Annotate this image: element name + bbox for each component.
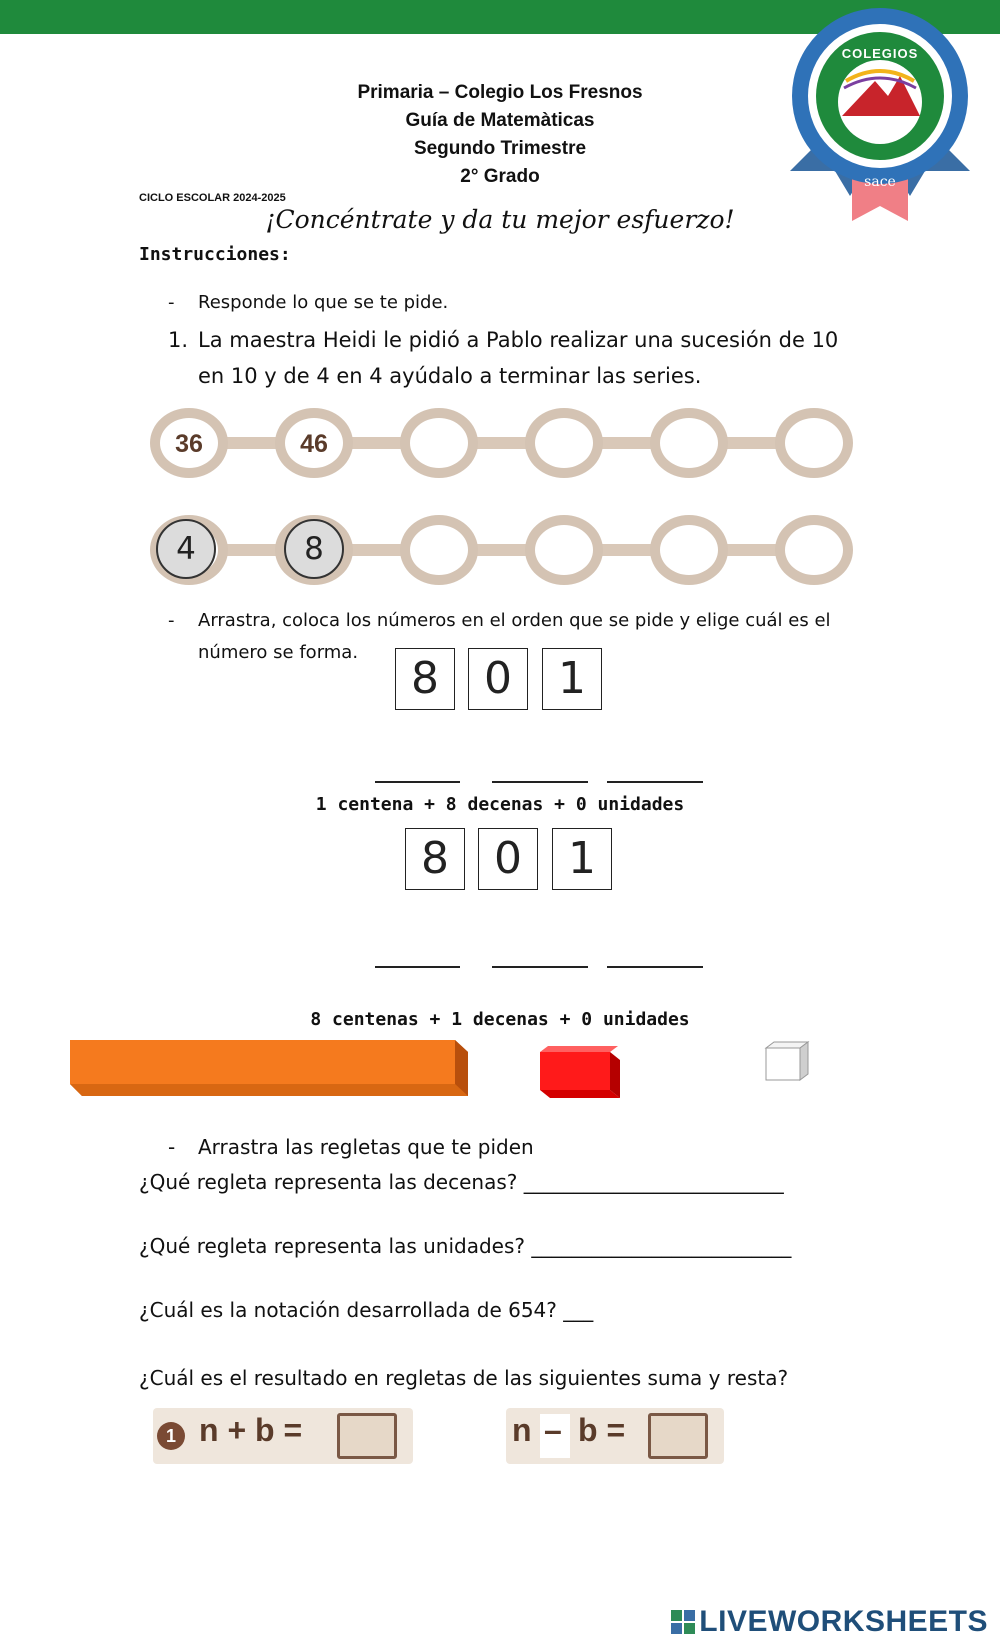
question-sum-sub: ¿Cuál es el resultado en regletas de las siguientes suma y resta? bbox=[139, 1366, 789, 1390]
question-notation[interactable]: ¿Cuál es la notación desarrollada de 654? ___ bbox=[139, 1298, 594, 1322]
sum-expression: n + b = bbox=[199, 1412, 303, 1448]
bullet-drag-order-text: Arrastra, coloca los números en el orden que se pide y elige cuál es el bbox=[198, 610, 831, 631]
series-4-value bbox=[156, 519, 216, 579]
series-10-answer-slot[interactable] bbox=[650, 408, 728, 478]
bullet-respond bbox=[168, 292, 868, 313]
bead-label: 4 bbox=[176, 531, 196, 567]
liveworksheets-icon bbox=[671, 1608, 695, 1632]
exercise-number-badge: 1 bbox=[157, 1422, 185, 1450]
bullet-drag-bars-text: Arrastra las regletas que te piden bbox=[198, 1135, 534, 1159]
bullet-dash: - bbox=[168, 610, 175, 631]
sum-answer-box[interactable] bbox=[337, 1413, 397, 1459]
tens-block[interactable] bbox=[540, 1046, 622, 1098]
question-1-number: 1. bbox=[168, 328, 189, 352]
header-term: Segundo Trimestre bbox=[413, 138, 587, 159]
series-10-answer-slot[interactable] bbox=[400, 408, 478, 478]
answer-blank[interactable] bbox=[375, 781, 460, 783]
series-rail bbox=[170, 437, 836, 449]
answer-blank[interactable] bbox=[492, 781, 588, 783]
answer-blank[interactable] bbox=[607, 966, 703, 968]
series-by-10 bbox=[150, 408, 856, 478]
header-grade: 2° Grado bbox=[460, 166, 540, 187]
school-cycle: CICLO ESCOLAR 2024-2025 bbox=[139, 192, 286, 204]
draggable-digit[interactable]: 1 bbox=[552, 828, 612, 890]
units-cube[interactable] bbox=[764, 1040, 812, 1084]
question-tens[interactable]: ¿Qué regleta representa las decenas? __________________________ bbox=[139, 1170, 784, 1194]
sub-b-expression: b = bbox=[578, 1412, 626, 1448]
draggable-digit[interactable]: 0 bbox=[478, 828, 538, 890]
question-1-line1: La maestra Heidi le pidió a Pablo realizar una sucesión de 10 bbox=[198, 328, 839, 352]
instructions-label: Instrucciones: bbox=[139, 244, 291, 265]
draggable-digit[interactable]: 1 bbox=[542, 648, 602, 710]
bullet-dash: - bbox=[168, 292, 175, 313]
sum-exercise bbox=[153, 1408, 413, 1464]
series-4-answer-slot[interactable] bbox=[650, 515, 728, 585]
bullet-drag-order-text-2: número se forma. bbox=[198, 642, 359, 663]
series-10-bead bbox=[150, 408, 228, 478]
sub-n: n bbox=[512, 1412, 532, 1448]
header-guide: Guía de Matemàticas bbox=[405, 110, 595, 131]
series-10-bead bbox=[275, 408, 353, 478]
answer-blank[interactable] bbox=[492, 966, 588, 968]
series-4-answer-slot[interactable] bbox=[400, 515, 478, 585]
bullet-dash: - bbox=[168, 1135, 176, 1159]
series-4-answer-slot[interactable] bbox=[525, 515, 603, 585]
series-4-value bbox=[284, 519, 344, 579]
bullet-respond-text: Responde lo que se te pide. bbox=[198, 292, 449, 313]
sub-minus: – bbox=[544, 1412, 562, 1448]
series-10-answer-slot[interactable] bbox=[775, 408, 853, 478]
series-4-answer-slot[interactable] bbox=[775, 515, 853, 585]
liveworksheets-logo bbox=[671, 1605, 988, 1639]
sub-answer-box[interactable] bbox=[648, 1413, 708, 1459]
series-by-4 bbox=[150, 515, 856, 585]
series-10-answer-slot[interactable] bbox=[525, 408, 603, 478]
sub-exercise bbox=[506, 1408, 724, 1464]
bullet-drag-order bbox=[168, 610, 868, 663]
draggable-digit[interactable]: 8 bbox=[395, 648, 455, 710]
bullet-drag-bars bbox=[168, 1135, 868, 1159]
question-1-line2: en 10 y de 4 en 4 ayúdalo a terminar las series. bbox=[198, 364, 702, 388]
bead-label: 36 bbox=[175, 430, 203, 458]
question-units[interactable]: ¿Qué regleta representa las unidades? __________________________ bbox=[139, 1234, 792, 1258]
answer-blank[interactable] bbox=[607, 781, 703, 783]
answer-blank[interactable] bbox=[375, 966, 460, 968]
draggable-digit[interactable]: 0 bbox=[468, 648, 528, 710]
place-value-a: 1 centena + 8 decenas + 0 unidades bbox=[315, 794, 685, 815]
series-rail bbox=[170, 544, 836, 556]
badge-center-text: COLEGIOS bbox=[841, 46, 919, 61]
place-value-b: 8 centenas + 1 decenas + 0 unidades bbox=[310, 1009, 690, 1030]
header-school: Primaria – Colegio Los Fresnos bbox=[357, 82, 643, 103]
badge-ribbon-text: sace bbox=[864, 174, 896, 190]
motto: ¡Concéntrate y da tu mejor esfuerzo! bbox=[265, 205, 735, 234]
bead-label: 8 bbox=[304, 531, 324, 567]
bead-label: 46 bbox=[300, 430, 328, 458]
liveworksheets-text: LIVEWORKSHEETS bbox=[699, 1605, 988, 1638]
hundreds-bar-block[interactable] bbox=[70, 1040, 470, 1096]
draggable-digit[interactable]: 8 bbox=[405, 828, 465, 890]
